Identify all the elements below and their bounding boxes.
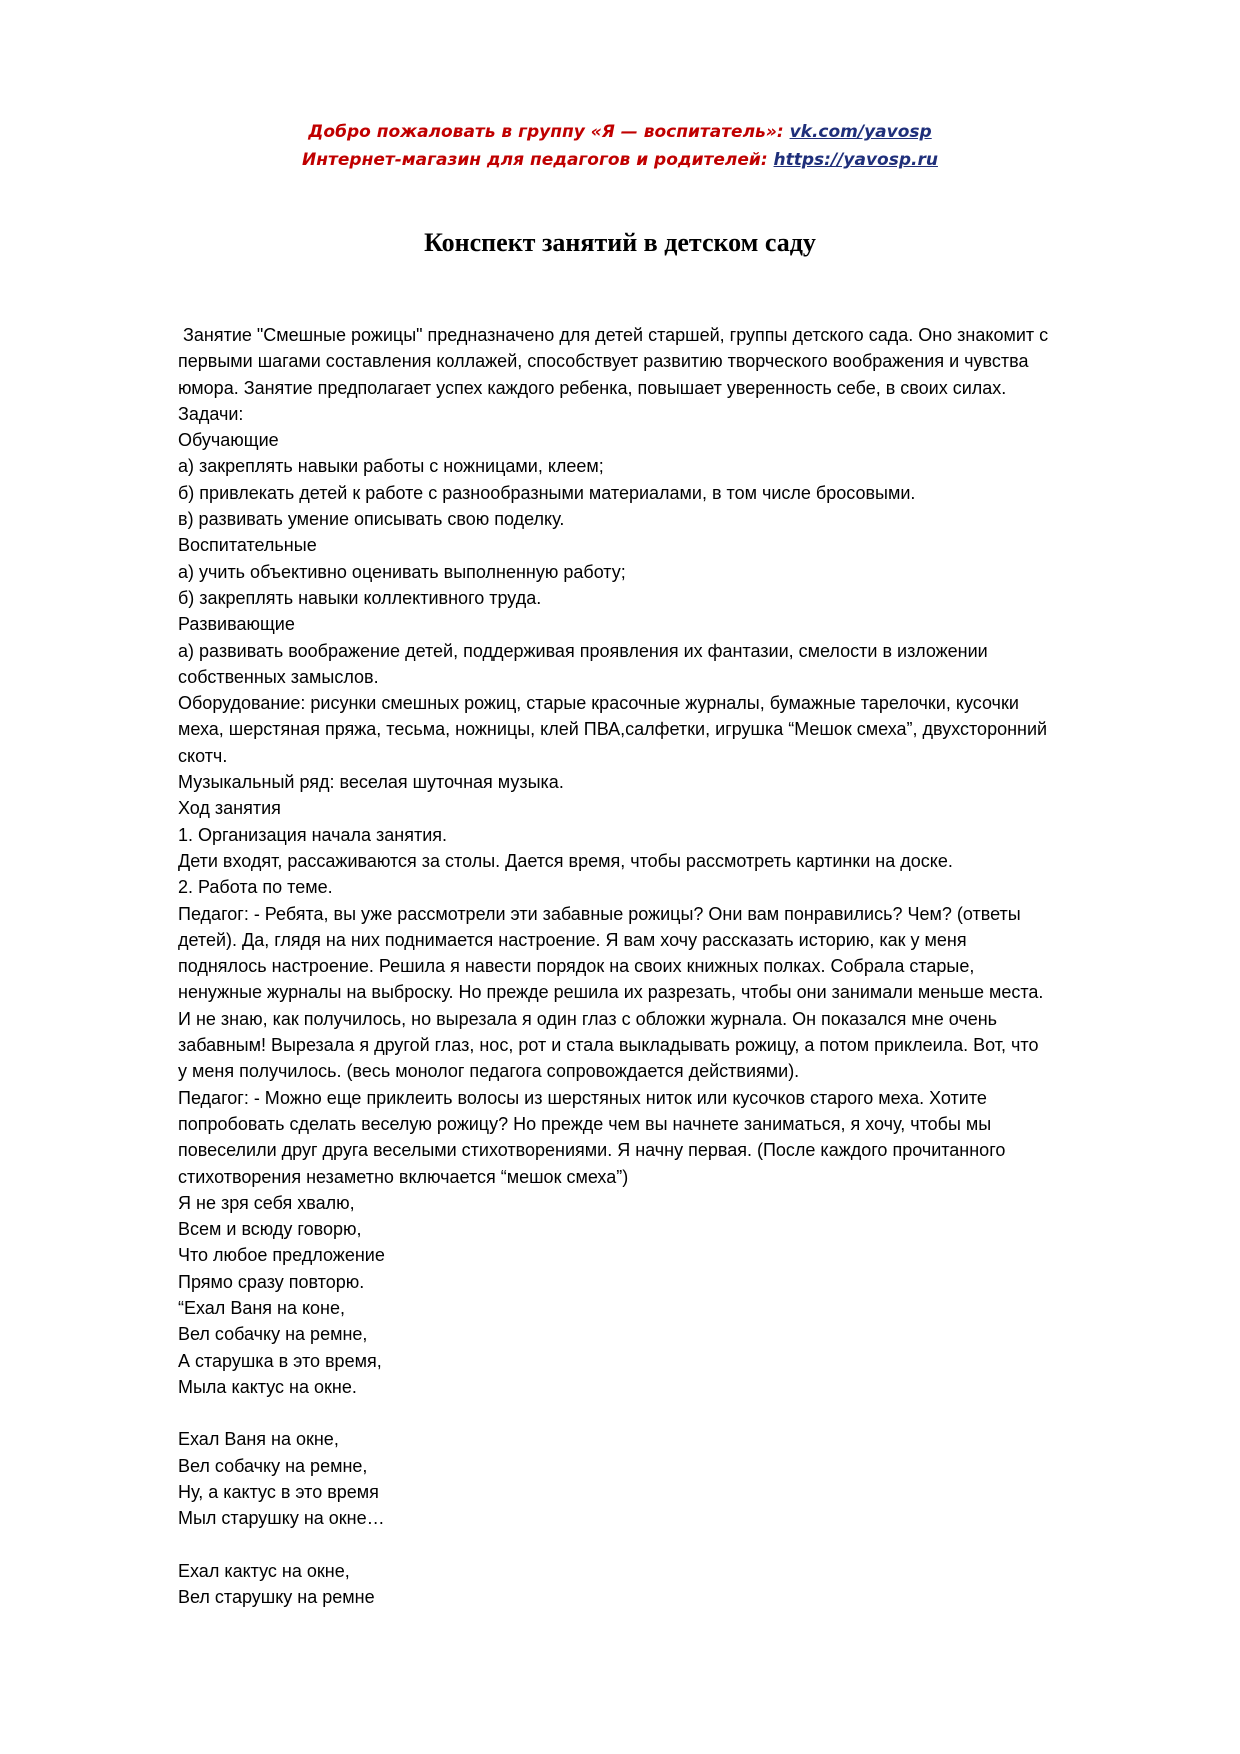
page-header bbox=[0, 118, 1240, 174]
text-line: Занятие "Смешные рожицы" предназначено для детей старшей, группы детского сада. Оно знакомит с bbox=[178, 325, 1049, 345]
header-intro-vk: Добро пожаловать в группу «Я — воспитатель»: bbox=[308, 122, 790, 142]
text-line: б) закреплять навыки коллективного труда. bbox=[178, 587, 542, 608]
text-line: ненужные журналы на выброску. Но прежде решила их разрезать, чтобы они занимали меньше места. bbox=[178, 982, 1044, 1003]
text-line: Ехал Ваня на окне, bbox=[178, 1429, 339, 1450]
text-line: Вел собачку на ремне, bbox=[178, 1455, 368, 1476]
text-line: Прямо сразу повторю. bbox=[178, 1271, 365, 1292]
text-line: Всем и всюду говорю, bbox=[178, 1219, 362, 1240]
text-line: Мыл старушку на окне… bbox=[178, 1508, 385, 1529]
text-line: скотч. bbox=[178, 745, 228, 766]
blank-line bbox=[178, 1400, 1178, 1426]
text-line: Ну, а кактус в это время bbox=[178, 1482, 379, 1503]
text-line: 2. Работа по теме. bbox=[178, 877, 333, 898]
header-intro-shop: Интернет-магазин для педагогов и родителей: bbox=[302, 150, 774, 170]
text-line: собственных замыслов. bbox=[178, 666, 379, 687]
text-line: юмора. Занятие предполагает успех каждого ребенка, повышает уверенность себе, в своих силах. bbox=[178, 377, 1007, 398]
text-line: забавным! Вырезала я другой глаз, нос, рот и стала выкладывать рожицу, а потом приклеила. Вот, что bbox=[178, 1035, 1039, 1056]
document-title: Конспект занятий в детском саду bbox=[424, 228, 816, 257]
text-line: поднялось настроение. Решила я навести порядок на своих книжных полках. Собрала старые, bbox=[178, 956, 975, 977]
text-line: А старушка в это время, bbox=[178, 1350, 382, 1371]
vk-link[interactable]: vk.com/yavosp bbox=[789, 122, 932, 142]
text-line: Оборудование: рисунки смешных рожиц, старые красочные журналы, бумажные тарелочки, кусочки bbox=[178, 693, 1019, 714]
text-line: Ход занятия bbox=[178, 798, 281, 819]
text-line: Развивающие bbox=[178, 614, 295, 635]
text-line: у меня получилось. (весь монолог педагога сопровождается действиями). bbox=[178, 1061, 800, 1082]
text-line: а) развивать воображение детей, поддерживая проявления их фантазии, смелости в изложении bbox=[178, 640, 988, 661]
header-line-shop bbox=[0, 146, 1240, 174]
text-line: “Ехал Ваня на коне, bbox=[178, 1297, 346, 1318]
text-line: Вел старушку на ремне bbox=[178, 1587, 375, 1608]
text-line: 1. Организация начала занятия. bbox=[178, 824, 448, 845]
text-line: меха, шерстяная пряжа, тесьма, ножницы, клей ПВА,салфетки, игрушка “Мешок смеха”, двухсторонний bbox=[178, 719, 1048, 740]
text-line: повеселили друг друга веселыми стихотворениями. Я начну первая. (После каждого прочитанного bbox=[178, 1140, 1006, 1161]
text-line: Мыла кактус на окне. bbox=[178, 1376, 357, 1397]
text-line: детей). Да, глядя на них поднимается настроение. Я вам хочу рассказать историю, как у меня bbox=[178, 929, 967, 950]
text-line: Обучающие bbox=[178, 430, 279, 451]
text-line: И не знаю, как получилось, но вырезала я один глаз с обложки журнала. Он показался мне очень bbox=[178, 1008, 998, 1029]
text-line: Педагог: - Можно еще приклеить волосы из шерстяных ниток или кусочков старого меха. Хотите bbox=[178, 1087, 987, 1108]
text-line: а) закреплять навыки работы с ножницами, клеем; bbox=[178, 456, 604, 477]
text-line: Педагог: - Ребята, вы уже рассмотрели эти забавные рожицы? Они вам понравились? Чем? (ответы bbox=[178, 903, 1021, 924]
text-line: первыми шагами составления коллажей, способствует развитию творческого воображения и чувства bbox=[178, 351, 1029, 372]
text-line: а) учить объективно оценивать выполненную работу; bbox=[178, 561, 626, 582]
text-line: Ехал кактус на окне, bbox=[178, 1560, 350, 1581]
text-line: Дети входят, рассаживаются за столы. Дается время, чтобы рассмотреть картинки на доске. bbox=[178, 850, 953, 871]
text-line: в) развивать умение описывать свою поделку. bbox=[178, 509, 565, 530]
header-line-vk bbox=[0, 118, 1240, 146]
text-line: Задачи: bbox=[178, 403, 244, 424]
text-line: Что любое предложение bbox=[178, 1245, 385, 1266]
text-line: Я не зря себя хвалю, bbox=[178, 1192, 355, 1213]
text-line: стихотворения незаметно включается “мешок смеха”) bbox=[178, 1166, 629, 1187]
text-line: б) привлекать детей к работе с разнообразными материалами, в том числе бросовыми. bbox=[178, 482, 916, 503]
text-line: Вел собачку на ремне, bbox=[178, 1324, 368, 1345]
shop-link[interactable]: https://yavosp.ru bbox=[773, 150, 938, 170]
blank-line bbox=[178, 1532, 1178, 1558]
document-body bbox=[178, 322, 1178, 1611]
text-line: Воспитательные bbox=[178, 535, 317, 556]
text-line: Музыкальный ряд: веселая шуточная музыка. bbox=[178, 772, 564, 793]
text-line: попробовать сделать веселую рожицу? Но прежде чем вы начнете заниматься, я хочу, чтобы мы bbox=[178, 1113, 992, 1134]
